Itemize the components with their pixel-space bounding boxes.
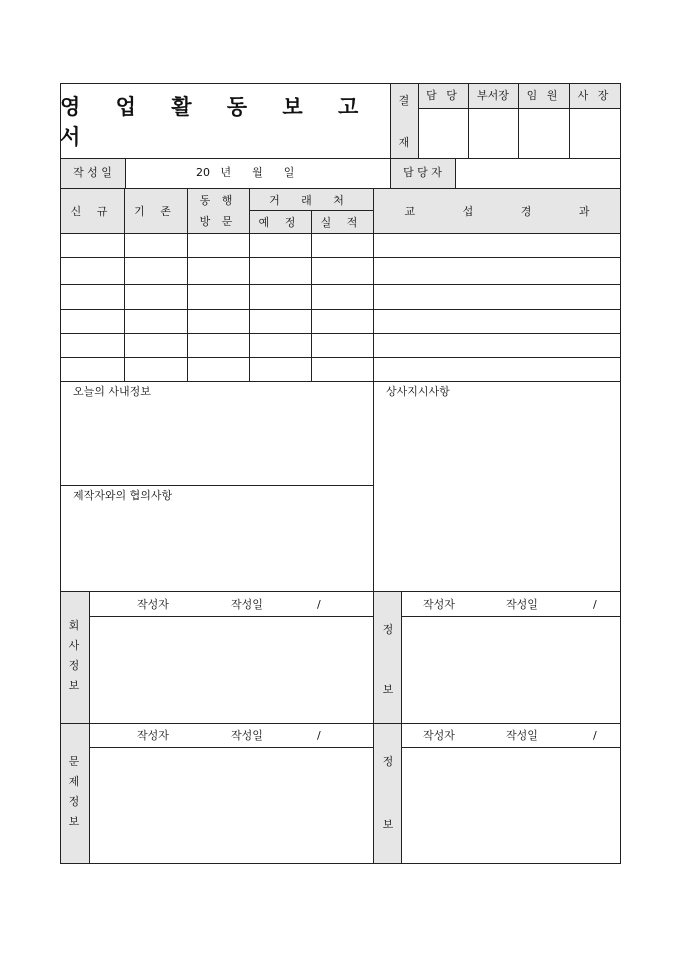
header-visit: 방 문 (199, 215, 237, 228)
approval-sign-president[interactable] (570, 109, 620, 158)
header-client: 거 래 처 (269, 194, 353, 207)
approval-sign-staff[interactable] (419, 109, 468, 158)
right-info-side-bg-1 (374, 592, 402, 724)
table-row-line-4 (60, 333, 621, 334)
header-accompany: 동 행 (199, 194, 237, 207)
right-info-1-author-label: 작성자 (423, 598, 455, 611)
problem-info-author-label: 작성자 (137, 729, 169, 742)
middle-bottom (60, 591, 621, 592)
company-info-side-text: 회 사 정 보 (68, 619, 80, 692)
right-info-2-author-label: 작성자 (423, 729, 455, 742)
internal-info-area[interactable] (61, 400, 373, 485)
boss-instructions-label: 상사지시사항 (386, 385, 450, 398)
approval-role-dept-head: 부서장 (477, 89, 509, 102)
right-info-2-label-bottom: 보 (382, 818, 394, 831)
internal-info-label: 오늘의 사내정보 (73, 385, 151, 398)
table-bottom (60, 381, 621, 382)
problem-info-area[interactable] (90, 748, 373, 863)
report-title: 영 업 활 동 보 고 서 (60, 94, 373, 149)
date-row-bottom (60, 188, 621, 189)
right-info-1-slash: / (593, 598, 597, 611)
company-info-author-label: 작성자 (137, 598, 169, 611)
right-info-side-bg-2 (374, 724, 402, 864)
approval-role-executive: 임 원 (526, 89, 561, 102)
right-info-2-area[interactable] (402, 748, 620, 863)
company-info-area[interactable] (90, 617, 373, 723)
header-new: 신 규 (70, 205, 114, 218)
right-info-2-label-top: 정 (382, 755, 394, 768)
table-row-line-2 (60, 284, 621, 285)
table-row-line-5 (60, 357, 621, 358)
problem-info-side-label (67, 752, 81, 832)
approval-label-top: 결 (398, 94, 410, 107)
table-row-line-3 (60, 309, 621, 310)
right-info-1-date-label: 작성일 (506, 598, 538, 611)
date-field[interactable]: 20 년 월 일 (196, 166, 295, 179)
client-sub-line (249, 210, 374, 211)
problem-info-date-label: 작성일 (231, 729, 263, 742)
manager-field[interactable] (456, 159, 620, 188)
company-info-date-label: 작성일 (231, 598, 263, 611)
header-negotiation: 교 섭 경 과 (404, 205, 590, 218)
right-info-1-label-top: 정 (382, 623, 394, 636)
info-block-divider (60, 723, 621, 724)
border-bottom (60, 863, 621, 864)
right-info-1-label-bottom: 보 (382, 683, 394, 696)
approval-label-bottom: 재 (398, 136, 410, 149)
table-row-line-1 (60, 257, 621, 258)
approval-sign-executive[interactable] (519, 109, 569, 158)
right-info-1-area[interactable] (402, 617, 620, 723)
producer-agreement-label: 제작자와의 협의사항 (73, 489, 173, 502)
boss-instructions-area[interactable] (374, 400, 620, 591)
date-label: 작 성 일 (73, 166, 112, 179)
company-info-slash: / (317, 598, 321, 611)
company-info-side-label (67, 616, 81, 696)
date-label-line (125, 158, 126, 188)
approval-role-president: 사 장 (577, 89, 612, 102)
producer-agreement-area[interactable] (61, 504, 373, 591)
right-info-2-date-label: 작성일 (506, 729, 538, 742)
right-info-2-slash: / (593, 729, 597, 742)
header-actual: 실 적 (320, 216, 364, 229)
table-header-bottom (60, 233, 621, 234)
approval-role-staff: 담 당 (426, 89, 460, 102)
approval-sign-dept-head[interactable] (469, 109, 518, 158)
problem-info-side-text: 문 제 정 보 (68, 755, 80, 828)
manager-label: 담 당 자 (403, 166, 442, 179)
problem-info-slash: / (317, 729, 321, 742)
header-plan: 예 정 (258, 216, 302, 229)
middle-divider (60, 485, 374, 486)
header-existing: 기 존 (134, 205, 177, 218)
